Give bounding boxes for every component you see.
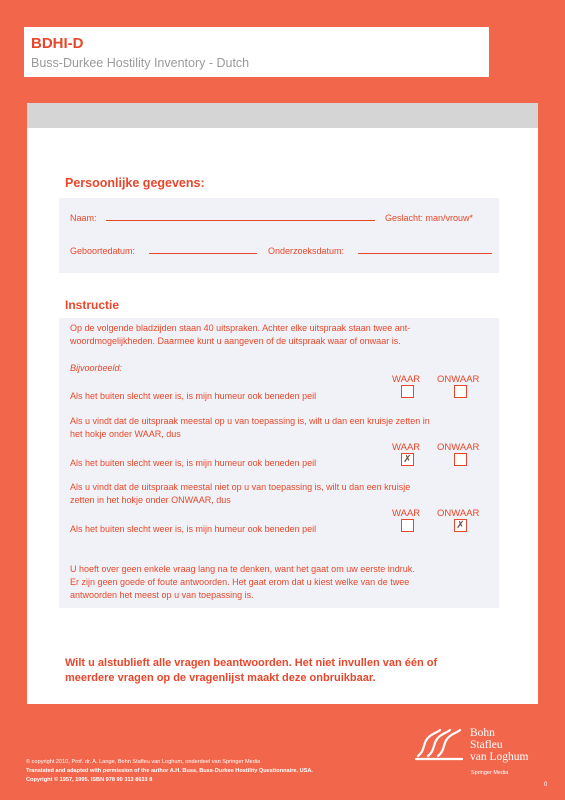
example-label: Bijvoorbeeld:: [70, 363, 123, 373]
name-label: Naam:: [70, 213, 97, 223]
form-code: BDHI-D: [31, 35, 84, 52]
warning-line-1: Wilt u alstublieft alle vragen beantwoorden. Het niet invullen van één of: [65, 657, 438, 669]
publisher-line-2: Stafleu: [470, 739, 503, 751]
page-number: 0: [544, 782, 548, 788]
checkbox-false-2[interactable]: [454, 453, 467, 466]
copyright-line-3: Copyright © 1957, 1995. ISBN 978 90 313 8633 8: [26, 777, 153, 783]
col-false-3: ONWAAR: [437, 508, 480, 519]
gender-label: Geslacht: man/vrouw*: [385, 213, 474, 223]
copyright-line-2: Translated and adapted with permission of the author A.H. Buss, Buss-Durkee Hostility Questionnaire, USA.: [26, 768, 313, 774]
col-true-2: WAAR: [392, 442, 421, 453]
publisher-line-1: Bohn: [470, 727, 495, 739]
outro-line-3: antwoorden het meest op u van toepassing is.: [70, 590, 254, 600]
checkbox-true-2-checked[interactable]: ✗: [401, 453, 414, 466]
examdate-label: Onderzoeksdatum:: [268, 246, 345, 256]
explain-false-line-1: Als u vindt dat de uitspraak meestal niet op u van toepassing is, wilt u dan een kruisje: [70, 482, 411, 492]
personal-box: [59, 198, 499, 273]
springer-label: Springer Media: [471, 770, 509, 776]
example-statement-3: Als het buiten slecht weer is, is mijn humeur ook beneden peil: [70, 524, 317, 534]
intro-line-1: Op de volgende bladzijden staan 40 uitspraken. Achter elke uitspraak staan twee ant-: [70, 323, 411, 333]
instruction-box: [59, 318, 499, 608]
checkbox-true-3[interactable]: [401, 519, 414, 532]
example-statement-1: Als het buiten slecht weer is, is mijn humeur ook beneden peil: [70, 391, 317, 401]
publisher-name: [470, 727, 528, 763]
warning-text: [65, 656, 437, 686]
explain-true-line-2: het hokje onder WAAR, dus: [70, 429, 181, 439]
form-header: [24, 27, 489, 77]
example-statement-2: Als het buiten slecht weer is, is mijn humeur ook beneden peil: [70, 458, 317, 468]
publisher-logo-icon: [414, 726, 466, 762]
col-true-3: WAAR: [392, 508, 421, 519]
examdate-field[interactable]: [358, 253, 492, 254]
explain-true-line-1: Als u vindt dat de uitspraak meestal op u van toepassing is, wilt u dan een kruisje zetten in: [70, 416, 430, 426]
form-subtitle: Buss-Durkee Hostility Inventory - Dutch: [31, 56, 250, 70]
instruction-heading: Instructie: [65, 298, 120, 312]
checkbox-true-1[interactable]: [401, 385, 414, 398]
intro-line-2: woordmogelijkheden. Daarmee kunt u aangeven of de uitspraak waar of onwaar is.: [70, 336, 401, 346]
outro-line-2: Er zijn geen goede of foute antwoorden. Het gaat erom dat u kiest welke van de twee: [70, 577, 410, 587]
col-false-1: ONWAAR: [437, 374, 480, 385]
col-false-2: ONWAAR: [437, 442, 480, 453]
col-true-1: WAAR: [392, 374, 421, 385]
warning-line-2: meerdere vragen op de vragenlijst maakt deze onbruikbaar.: [65, 672, 376, 684]
copyright-line-1: © copyright 2010, Prof. dr. A. Lange, Bohn Stafleu van Loghum, onderdeel van Springer Media: [26, 759, 261, 765]
publisher-line-3: van Loghum: [470, 751, 529, 763]
grey-bar: [27, 103, 538, 128]
checkbox-false-3-checked[interactable]: ✗: [454, 519, 467, 532]
name-field[interactable]: [106, 220, 375, 221]
personal-heading: Persoonlijke gegevens:: [65, 176, 205, 190]
form-panel: [27, 128, 538, 704]
birthdate-label: Geboortedatum:: [70, 246, 136, 256]
birthdate-field[interactable]: [149, 253, 257, 254]
checkbox-false-1[interactable]: [454, 385, 467, 398]
explain-false-line-2: zetten in het hokje onder ONWAAR, dus: [70, 495, 231, 505]
outro-line-1: U hoeft over geen enkele vraag lang na te denken, want het gaat om uw eerste indruk.: [70, 564, 415, 574]
